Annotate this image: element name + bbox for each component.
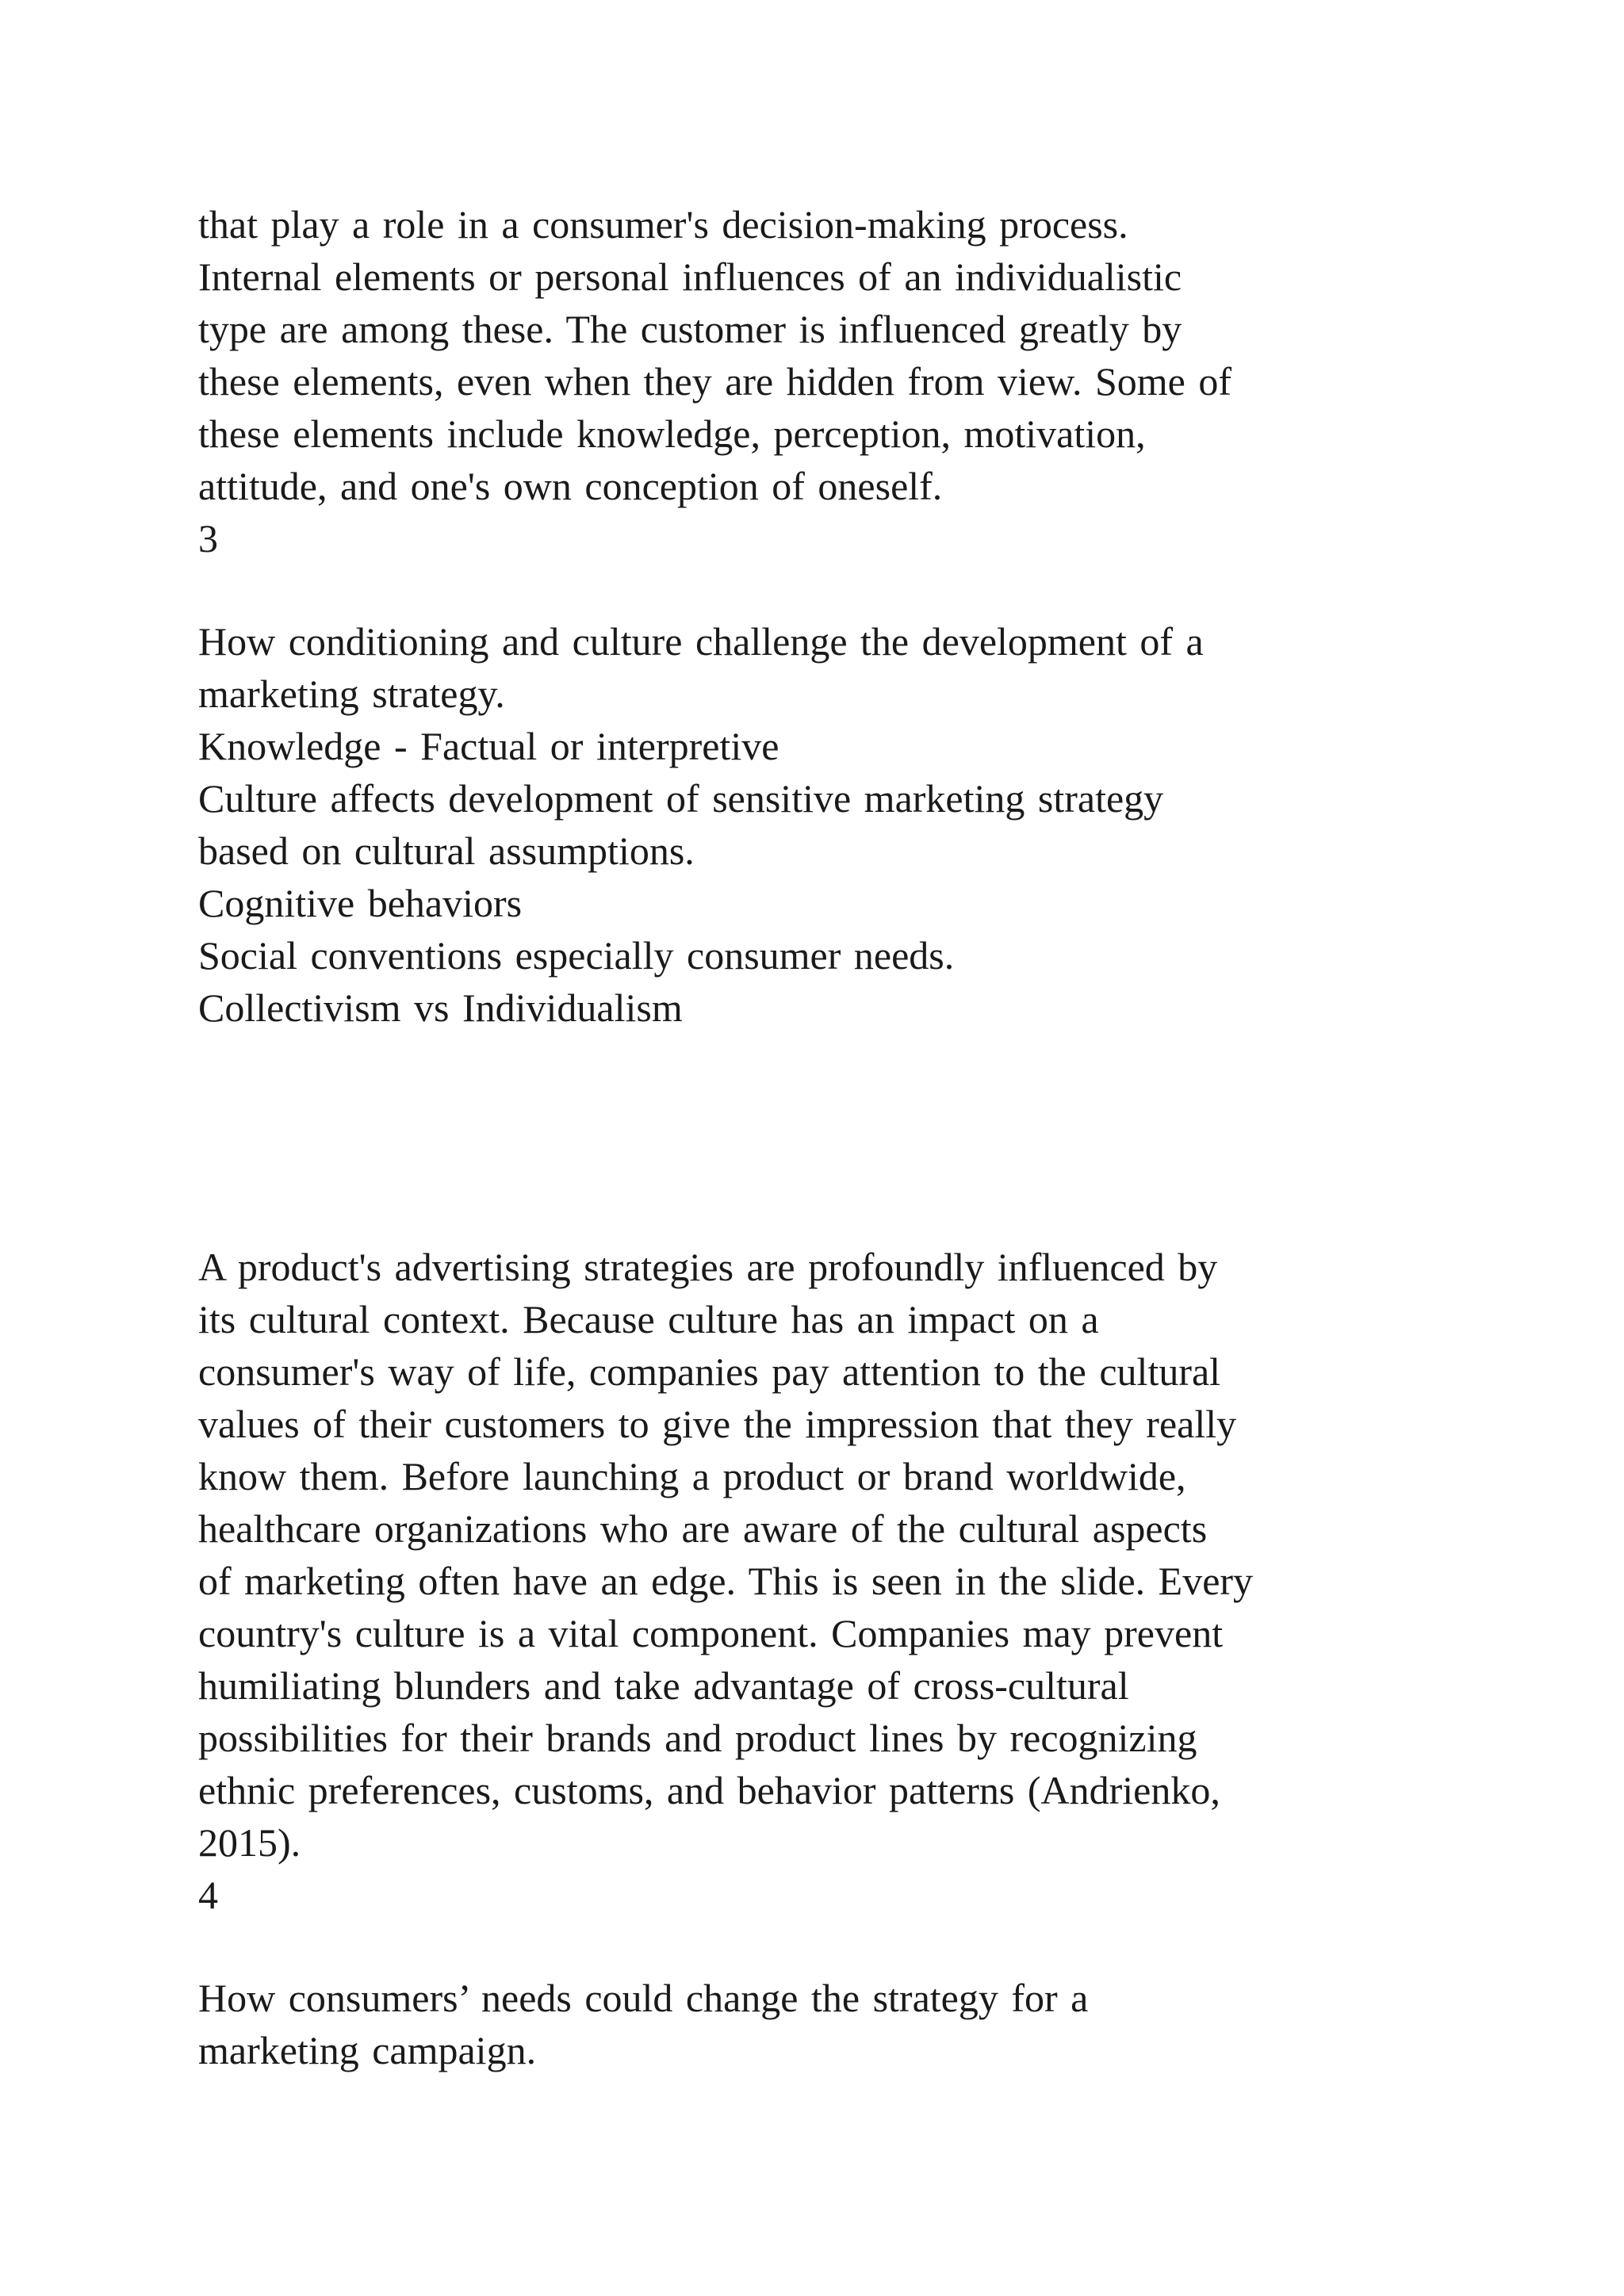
text-line: Internal elements or personal influences of an individualistic: [198, 254, 1182, 299]
page-number: 3: [198, 516, 218, 561]
text-line: values of their customers to give the impression that they really: [198, 1402, 1237, 1446]
text-line: type are among these. The customer is influenced greatly by: [198, 307, 1182, 351]
text-line: of marketing often have an edge. This is seen in the slide. Every: [198, 1559, 1254, 1603]
bullet-line: Knowledge - Factual or interpretive: [198, 724, 779, 768]
section-heading: How consumers’ needs could change the strategy for a: [198, 1976, 1089, 2020]
text-line: country's culture is a vital component. Companies may prevent: [198, 1611, 1224, 1655]
text-line: 2015).: [198, 1820, 301, 1865]
bullet-line: Social conventions especially consumer needs.: [198, 933, 955, 978]
text-line: attitude, and one's own conception of oneself.: [198, 464, 943, 508]
text-line: these elements include knowledge, perception, motivation,: [198, 411, 1146, 456]
text-line: humiliating blunders and take advantage of cross-cultural: [198, 1663, 1129, 1708]
text-line: these elements, even when they are hidden from view. Some of: [198, 359, 1232, 404]
text-line: know them. Before launching a product or brand worldwide,: [198, 1454, 1186, 1498]
section-heading: marketing campaign.: [198, 2028, 537, 2072]
text-line: consumer's way of life, companies pay attention to the cultural: [198, 1349, 1221, 1394]
text-line: healthcare organizations who are aware of the cultural aspects: [198, 1506, 1208, 1551]
text-line: that play a role in a consumer's decision-making process.: [198, 202, 1128, 247]
text-line: possibilities for their brands and product lines by recognizing: [198, 1716, 1197, 1760]
section-heading: How conditioning and culture challenge the development of a: [198, 619, 1204, 664]
bullet-line: Cognitive behaviors: [198, 881, 523, 925]
page-number: 4: [198, 1873, 218, 1917]
section-heading: marketing strategy.: [198, 672, 505, 716]
bullet-line: Collectivism vs Individualism: [198, 985, 683, 1030]
bullet-line: Culture affects development of sensitive marketing strategy: [198, 776, 1164, 821]
text-line: A product's advertising strategies are profoundly influenced by: [198, 1245, 1218, 1289]
text-line: its cultural context. Because culture has an impact on a: [198, 1297, 1099, 1341]
bullet-line: based on cultural assumptions.: [198, 828, 695, 873]
text-line: ethnic preferences, customs, and behavior patterns (Andrienko,: [198, 1768, 1220, 1812]
